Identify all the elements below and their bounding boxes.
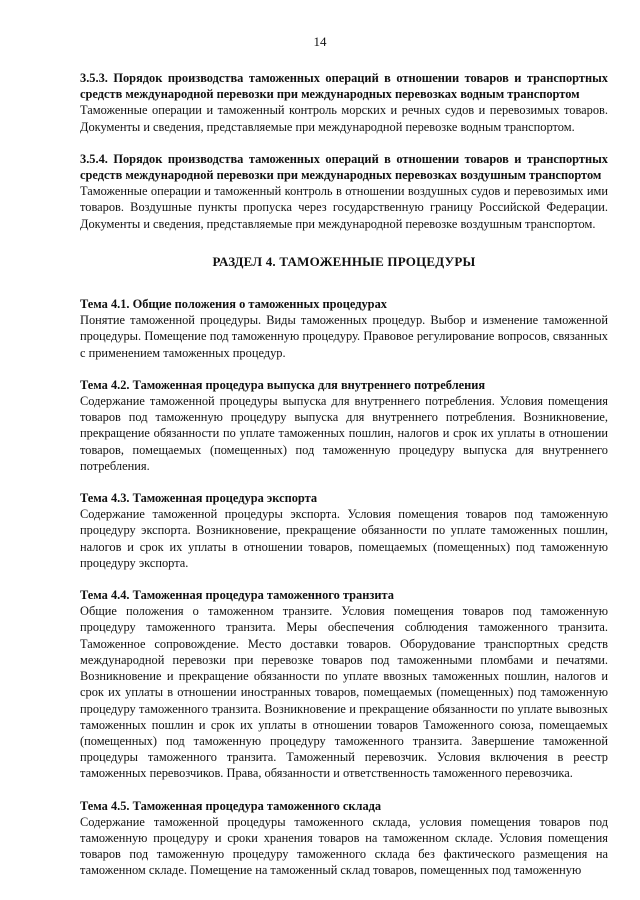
topic-4-1 [80,296,608,361]
part-title: РАЗДЕЛ 4. ТАМОЖЕННЫЕ ПРОЦЕДУРЫ [212,253,476,269]
topic-4-5 [80,798,608,879]
topic-4-4 [80,587,608,781]
section-heading: 3.5.4. Порядок производства таможенных операций в отношении товаров и транспортных средств международной перевозки при международных перевозках воздушным транспортом [80,151,608,183]
page-content [80,70,608,879]
section-heading: 3.5.3. Порядок производства таможенных операций в отношении товаров и транспортных средств международной перевозки при международных перевозках водным транспортом [80,71,608,102]
topic-heading: Тема 4.1. Общие положения о таможенных процедурах [80,297,387,312]
topic-body: Общие положения о таможенном транзите. Условия помещения товаров под таможенную процедуру таможенного транзита. Меры обеспечения соблюдения таможенного транзита. Таможенное сопровождение. Место доставки товаров. Оборудование транспортных средств международной перевозки при перевозке товаров под таможенными пломбами и печатями. Возникновение и прекращение обязанности по уплате ввозных таможенных пошлин, налогов и срок их уплаты в отношении иностранных товаров, помещаемых (помещенных) под таможенную процедуру таможенного транзита. Возникновение и прекращение обязанности по уплате вывозных таможенных пошлин и срок их уплаты в отношении товаров Таможенного союза, помещаемых (помещенных) под таможенную процедуру таможенного транзита. Завершение таможенной процедуры таможенного транзита. Таможенный перевозчик. Условия включения в реестр таможенных перевозчиков. Права, обязанности и ответственность таможенного перевозчика. [80,604,608,781]
topic-heading: Тема 4.5. Таможенная процедура таможенного склада [80,798,382,813]
section-body: Таможенные операции и таможенный контроль морских и речных судов и перевозимых товаров. Документы и сведения, представляемые при международной перевозке водным транспортом. [80,103,608,134]
topic-heading: Тема 4.2. Таможенная процедура выпуска для внутреннего потребления [80,377,486,392]
topic-heading: Тема 4.3. Таможенная процедура экспорта [80,491,318,506]
topic-4-3 [80,490,608,571]
section-3-5-3 [80,70,608,135]
topic-body: Содержание таможенной процедуры экспорта. Условия помещения товаров под таможенную процедуру экспорта. Возникновение, прекращение обязанности по уплате таможенных пошлин, налогов и срок их уплаты в отношении товаров, помещаемых (помещенных) под таможенную процедуру экспорта. [80,507,608,570]
topic-heading: Тема 4.4. Таможенная процедура таможенного транзита [80,588,394,603]
topic-body: Содержание таможенной процедуры таможенного склада, условия помещения товаров под таможенную процедуру и сроки хранения товаров на таможенном складе. Условия помещения товаров под таможенную процедуру таможенного склада без фактического размещения на таможенном складе. Помещение на таможенный склад товаров, помещенных под таможенную [80,814,608,878]
topic-4-2 [80,377,608,474]
topic-body: Понятие таможенной процедуры. Виды таможенных процедур. Выбор и изменение таможенной процедуры. Помещение под таможенную процедуру. Правовое регулирование вопросов, связанных с применением таможенных процедур. [80,313,608,360]
section-body: Таможенные операции и таможенный контроль в отношении воздушных судов и перевозимых ими товаров. Воздушные пункты пропуска через государственную границу Российской Федерации. Документы и сведения, представляемые при международной перевозке воздушным транспортом. [80,184,608,231]
section-3-5-4 [80,151,608,232]
topic-body: Содержание таможенной процедуры выпуска для внутреннего потребления. Условия помещения товаров под таможенную процедуру выпуска для внутреннего потребления. Возникновение, прекращение обязанности по уплате таможенных пошлин, налогов и срок их уплаты в отношении товаров, помещаемых (помещенных) под таможенную процедуру выпуска для внутреннего потребления. [80,394,608,473]
page-number: 14 [313,34,327,49]
